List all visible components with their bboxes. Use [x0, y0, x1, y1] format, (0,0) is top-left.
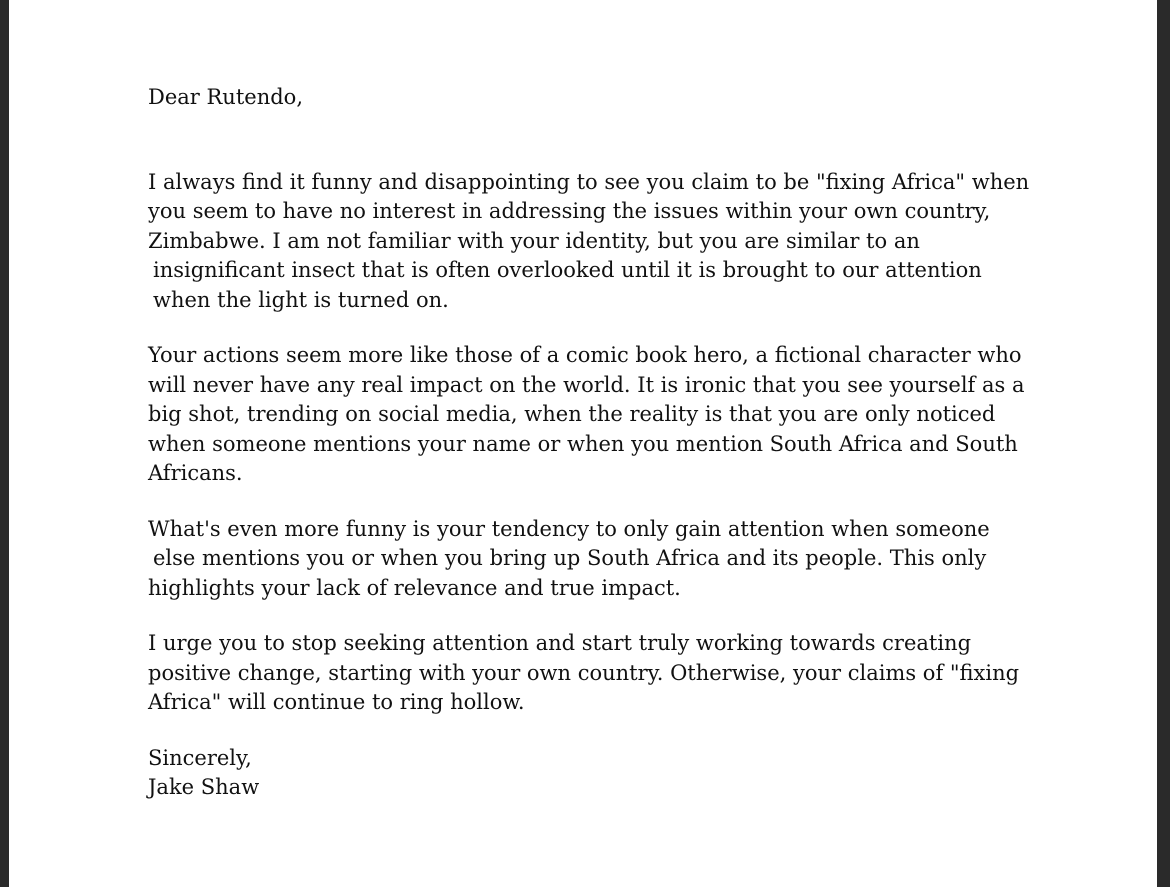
signature: Jake Shaw: [148, 775, 260, 799]
paragraph-line: big shot, trending on social media, when the reality is that you are only noticed: [148, 402, 996, 426]
closing: Sincerely,: [148, 745, 252, 770]
paragraph-line: I urge you to stop seeking attention and start truly working towards creating: [148, 631, 972, 655]
paragraph-line: I always find it funny and disappointing to see you claim to be "fixing Africa" when: [148, 169, 1030, 194]
paragraph-line: Africans.: [148, 461, 243, 485]
paragraph-line: Your actions seem more like those of a comic book hero, a fictional character who: [148, 343, 1022, 367]
spacer: [148, 489, 1048, 515]
paragraph-1: [148, 168, 1048, 316]
salutation: Dear Rutendo,: [148, 85, 303, 109]
paragraph-line: you seem to have no interest in addressing the issues within your own country,: [148, 199, 991, 223]
paragraph-line: Africa" will continue to ring hollow.: [148, 690, 525, 714]
paragraph-line: highlights your lack of relevance and true impact.: [148, 575, 681, 600]
letter-body: [148, 83, 1048, 803]
right-window-edge: [1157, 0, 1170, 887]
paragraph-line: when the light is turned on.: [153, 287, 449, 312]
paragraph-line: What's even more funny is your tendency to only gain attention when someone: [148, 516, 990, 541]
spacer: [148, 113, 1048, 168]
paragraph-3: [148, 515, 1048, 604]
paragraph-line: else mentions you or when you bring up South Africa and its people. This only: [153, 546, 987, 570]
paragraph-line: will never have any real impact on the world. It is ironic that you see yourself as a: [148, 372, 1025, 397]
spacer: [148, 315, 1048, 341]
paragraph-line: insignificant insect that is often overlooked until it is brought to our attention: [153, 258, 982, 282]
paragraph-2: [148, 341, 1048, 489]
spacer: [148, 718, 1048, 744]
paragraph-line: positive change, starting with your own country. Otherwise, your claims of "fixing: [148, 660, 1020, 685]
spacer: [148, 603, 1048, 629]
paragraph-line: Zimbabwe. I am not familiar with your identity, but you are similar to an: [148, 228, 920, 253]
paragraph-line: when someone mentions your name or when you mention South Africa and South: [148, 431, 1018, 456]
document-page: [9, 0, 1157, 887]
left-window-edge: [0, 0, 9, 887]
paragraph-4: [148, 629, 1048, 718]
